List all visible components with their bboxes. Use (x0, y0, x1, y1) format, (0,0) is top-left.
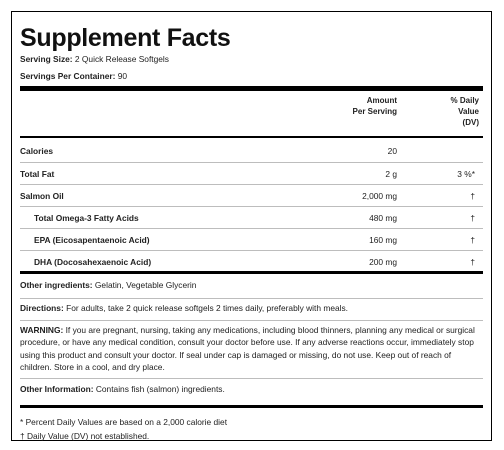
nutrient-dv: † (470, 191, 475, 201)
nutrient-name: DHA (Docosahexaenoic Acid) (34, 257, 152, 267)
dv-header-line1: % Daily (450, 96, 479, 105)
section-divider (20, 298, 483, 299)
nutrient-name: EPA (Eicosapentaenoic Acid) (34, 235, 150, 245)
warning-text: If you are pregnant, nursing, taking any medications, including blood thinners, planning any medical or surgical procedure, or have any medical condition, consult your doctor before use. If any adverse reactions occur, immediately stop using this product and consult your doctor. If seal under cap is damaged or missing, do not use. Keep out of reach of children. Store in a cool, and dry place. (20, 325, 475, 372)
amount-per-serving-header (353, 95, 397, 117)
footnote-percent-dv: * Percent Daily Values are based on a 2,000 calorie diet (20, 417, 228, 427)
other-information-label: Other Information: (20, 384, 94, 394)
section-divider (20, 320, 483, 321)
amount-header-line2: Per Serving (352, 107, 397, 116)
other-ingredients (20, 279, 483, 291)
warning-label: WARNING: (20, 325, 64, 335)
directions-text: For adults, take 2 quick release softgels 2 times daily, preferably with meals. (66, 303, 349, 313)
servings-per-container-value: 90 (117, 71, 128, 81)
nutrient-row-omega3 (20, 207, 483, 227)
nutrient-dv: † (470, 235, 475, 245)
dv-header-line2: Value (458, 107, 479, 116)
section-divider (20, 378, 483, 379)
nutrient-amount: 480 mg (369, 213, 397, 223)
nutrient-row-epa (20, 229, 483, 249)
footnote-dv-not-established: † Daily Value (DV) not established. (20, 431, 150, 441)
serving-size-label: Serving Size: (20, 54, 73, 64)
directions (20, 302, 483, 314)
nutrient-amount: 2,000 mg (362, 191, 397, 201)
nutrient-row-salmon-oil (20, 185, 483, 205)
daily-value-header (451, 95, 479, 128)
thick-divider (20, 271, 483, 274)
thick-divider (20, 405, 483, 408)
nutrient-row-total-fat (20, 163, 483, 183)
nutrient-name: Total Fat (20, 169, 55, 179)
thick-divider (20, 86, 483, 91)
nutrient-amount: 160 mg (369, 235, 397, 245)
servings-per-container-label: Servings Per Container: (20, 71, 116, 81)
other-ingredients-label: Other ingredients: (20, 280, 93, 290)
other-ingredients-text: Gelatin, Vegetable Glycerin (94, 280, 197, 290)
amount-header-line1: Amount (366, 96, 397, 105)
nutrient-amount: 200 mg (369, 257, 397, 267)
other-information-text: Contains fish (salmon) ingredients. (95, 384, 225, 394)
warning (20, 324, 481, 373)
supplement-facts-panel (11, 11, 492, 441)
nutrient-name: Calories (20, 146, 54, 156)
panel-title: Supplement Facts (20, 24, 231, 52)
header-divider (20, 136, 483, 138)
nutrient-name: Salmon Oil (20, 191, 64, 201)
nutrient-name: Total Omega-3 Fatty Acids (34, 213, 139, 223)
nutrient-dv: 3 %* (457, 169, 475, 179)
servings-per-container (20, 71, 127, 81)
serving-size (20, 54, 169, 64)
nutrient-amount: 20 (387, 146, 397, 156)
nutrient-row-dha (20, 251, 483, 271)
nutrient-row-calories (20, 140, 483, 160)
nutrient-dv: † (470, 257, 475, 267)
nutrient-amount: 2 g (385, 169, 397, 179)
dv-header-line3: (DV) (462, 118, 479, 127)
nutrient-dv: † (470, 213, 475, 223)
directions-label: Directions: (20, 303, 64, 313)
other-information (20, 383, 483, 395)
serving-size-value: 2 Quick Release Softgels (74, 54, 169, 64)
